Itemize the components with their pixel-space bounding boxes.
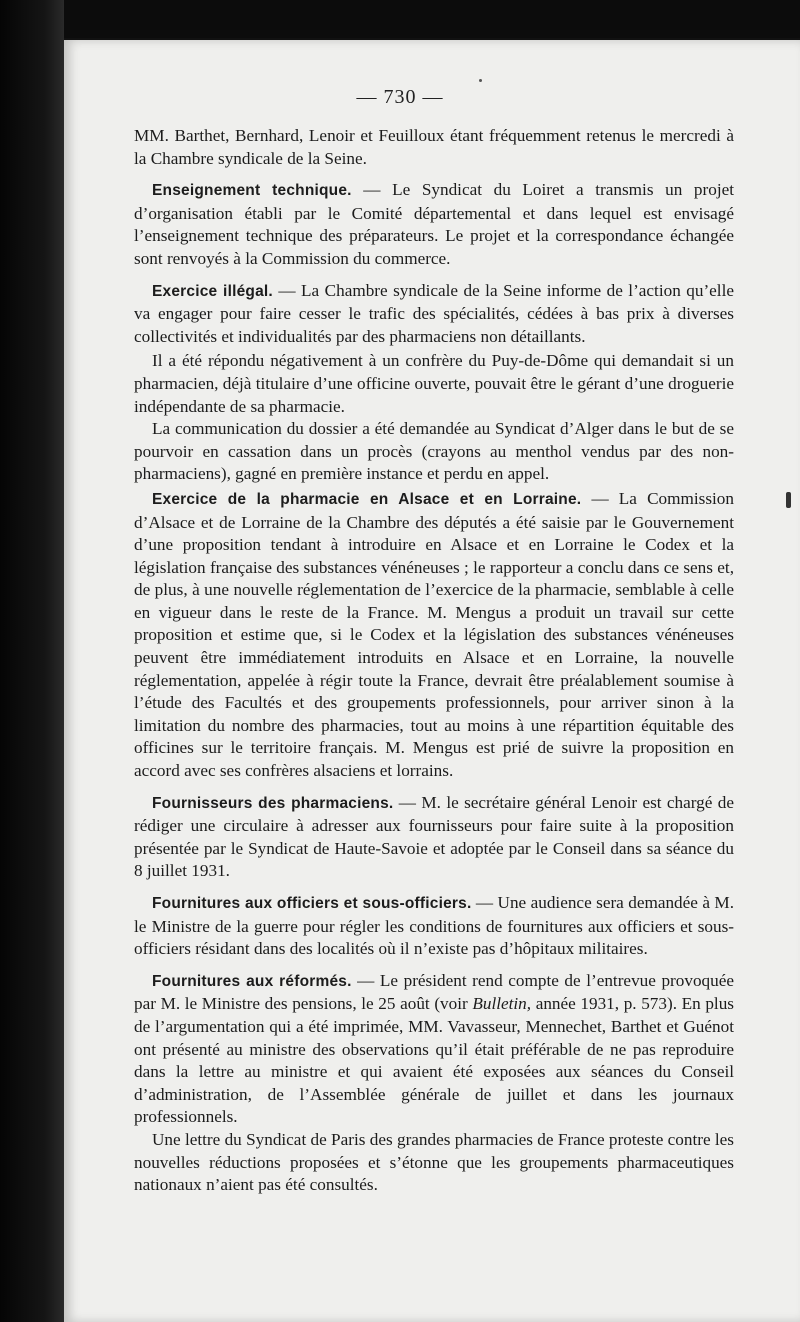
paragraph-text: — Le Syndicat du Loiret a transmis un projet d’organisation établi par le Comité départemental et dans lequel est envisagé l’enseignement technique des préparateurs. Le projet et la correspondance échangée sont renvoyés à la Commission du commerce.	[134, 180, 735, 268]
paragraph-text: — Le président rend compte de l’entrevue provoquée par M. le Ministre des pensions, le 25 août (voir	[134, 970, 734, 1014]
paragraph-text: — Une audience sera demandée à M. le Ministre de la guerre pour régler les conditions de fournitures aux officiers et sous-officiers résidant dans des localités où il n’existe pas d’hôpitaux militaires.	[134, 893, 735, 959]
section-heading: Fournitures aux réformés.	[152, 972, 352, 990]
paragraph-text: Il a été répondu négativement à un confrère du Puy-de-Dôme qui demandait si un pharmacien, déjà titulaire d’une officine ouverte, pouvait être le gérant d’une droguerie indépendante de sa pharmacie.	[134, 351, 734, 416]
paragraph-exercice-illegal	[134, 280, 734, 349]
page-number: — 730 —	[356, 86, 444, 108]
section-heading: Fournisseurs des pharmaciens.	[152, 794, 394, 812]
paragraph-alsace-lorraine	[134, 488, 734, 783]
scan-background-top	[0, 0, 800, 38]
paragraph-text: année 1931, p. 573). En plus de l’argumentation qui a été imprimée, MM. Vavasseur, Mennechet, Barthet et Guénot ont présenté au ministre des observations qu’il était préférable de ne pas reproduire dans la lettre au ministre et qui avaient été exposées aux séances du Conseil d’administration, de l’Assemblée générale de juillet et dans les journaux professionnels.	[134, 994, 734, 1127]
page-edge-mark	[786, 492, 791, 508]
paragraph-text: MM. Barthet, Bernhard, Lenoir et Feuilloux étant fréquemment retenus le mercredi à la Chambre syndicale de la Seine.	[134, 126, 734, 168]
paragraph-text: Une lettre du Syndicat de Paris des grandes pharmacies de France proteste contre les nouvelles réductions proposées et s’étonne que les groupements pharmaceutiques nationaux n’aient pas été consultés.	[134, 1129, 734, 1195]
section-heading: Exercice de la pharmacie en Alsace et en Lorraine.	[152, 490, 582, 508]
scan-background-left	[0, 0, 64, 1322]
paragraph-syndicat-paris	[134, 1129, 734, 1197]
paragraph-alger	[134, 418, 734, 486]
paragraph-fournisseurs	[134, 792, 734, 883]
paragraph-officiers	[134, 892, 734, 961]
paragraph-text: — M. le secrétaire général Lenoir est chargé de rédiger une circulaire à adresser aux fournisseurs pour faire suite à la proposition présentée par le Syndicat de Haute-Savoie et adoptée par le Conseil dans sa séance du 8 juillet 1931.	[134, 792, 735, 881]
section-heading: Exercice illégal.	[152, 282, 273, 300]
section-heading: Enseignement technique.	[152, 182, 352, 200]
paragraph-enseignement-technique	[134, 179, 734, 270]
body-text	[134, 125, 734, 1197]
journal-title: Bulletin,	[472, 994, 532, 1014]
paper-speck	[479, 79, 482, 82]
paragraph-reformes	[134, 970, 734, 1129]
paragraph-text: — La Chambre syndicale de la Seine informe de l’action qu’elle va engager pour faire cesser le trafic des spécialités, cédées à bas prix à diverses collectivités et individualités par des pharmaciens non détaillants.	[134, 280, 734, 346]
paragraph-text: — La Commission d’Alsace et de Lorraine de la Chambre des députés a été saisie par le Gouvernement d’une proposition tendant à introduire en Alsace et en Lorraine le Codex et la législation française des substances vénéneuses ; le rapporteur a conclu dans ce sens et, de plus, à une nouvelle réglementation de l’exercice de la pharmacie, semblable à celle en vigueur dans le reste de la France. M. Mengus a produit un travail sur cette proposition et estime que, si le Codex et la législation des substances vénéneuses peuvent être immédiatement introduits en Alsace et en Lorraine, la nouvelle réglementation, appelée à régir toute la France, devrait être préalablement soumise à l’étude des Facultés et des groupements professionnels, pour arriver sinon à la limitation du nombre des pharmacies, tout au moins à une répartition équitable des officines sur le territoire français. M. Mengus est prié de suivre la proposition en accord avec ses confrères alsaciens et lorrains.	[134, 488, 734, 781]
paragraph-continuation	[134, 125, 734, 170]
section-heading: Fournitures aux officiers et sous-officiers.	[152, 895, 472, 912]
paragraph-puy-de-dome	[134, 350, 734, 418]
paragraph-text: La communication du dossier a été demandée au Syndicat d’Alger dans le but de se pourvoir en cassation dans un procès (crayons au menthol vendus par des non-pharmaciens), gagné en première instance et perdu en appel.	[134, 419, 734, 484]
